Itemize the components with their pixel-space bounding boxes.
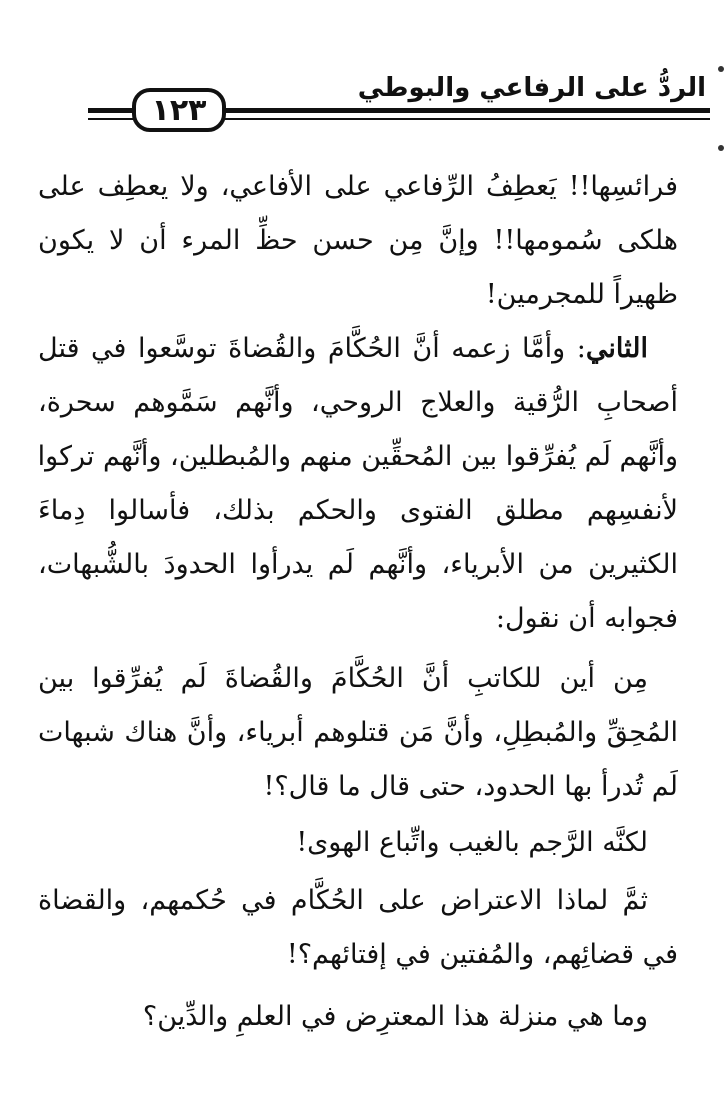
text-line: لأنفسِهم مطلق الفتوى والحكم بذلك، فأسالوا دِماءَ [38, 495, 678, 526]
text-line: ظهيراً للمجرمين! [485, 279, 678, 310]
text-line: وما هي منزلة هذا المعترِض في العلمِ والدِّين؟ [142, 1001, 648, 1032]
text-line: ثمَّ لماذا الاعتراض على الحُكَّام في حُكمهم، والقضاة [38, 885, 648, 916]
lead-word: الثاني [585, 333, 648, 364]
text-line: لكنَّه الرَّجم بالغيب واتِّباع الهوى! [296, 827, 648, 858]
text-line: وأمَّا زعمه أنَّ الحُكَّامَ والقُضاةَ توسَّعوا في قتل [38, 333, 566, 364]
text-line: هلكى سُمومها!! وإنَّ مِن حسن حظِّ المرء أن لا يكون [38, 225, 678, 256]
running-title: الردُّ على الرفاعي والبوطي [357, 73, 706, 103]
paragraph-second: الثاني: وأمَّا زعمه أنَّ الحُكَّامَ والقُضاةَ توسَّعوا في قتل [38, 333, 648, 364]
text-line: أصحابِ الرُّقية والعلاج الروحي، وأنَّهم سَمَّوهم سحرة، [38, 387, 678, 418]
page-number: ١٢٣ [132, 88, 226, 132]
margin-dot [718, 66, 724, 72]
text-line: وأنَّهم لَم يُفرِّقوا بين المُحقِّين منهم والمُبطلين، وأنَّهم تركوا [38, 441, 678, 472]
text-line: فجوابه أن نقول: [495, 603, 678, 634]
text-line: الكثيرين من الأبرياء، وأنَّهم لَم يدرأوا الحدودَ بالشُّبهات، [38, 549, 678, 580]
text-line: مِن أين للكاتبِ أنَّ الحُكَّامَ والقُضاةَ لَم يُفرِّقوا بين [38, 663, 648, 694]
margin-dot [718, 145, 724, 151]
text-line: المُحِقِّ والمُبطِلِ، وأنَّ مَن قتلوهم أبرياء، وأنَّ هناك شبهات [38, 717, 678, 748]
text-line: فرائسِها!! يَعطِفُ الرِّفاعي على الأفاعي، ولا يعطِف على [38, 171, 678, 202]
text-line: لَم تُدرأ بها الحدود، حتى قال ما قال؟! [263, 771, 678, 802]
text-line: في قضائِهم، والمُفتين في إفتائهم؟! [286, 939, 678, 970]
